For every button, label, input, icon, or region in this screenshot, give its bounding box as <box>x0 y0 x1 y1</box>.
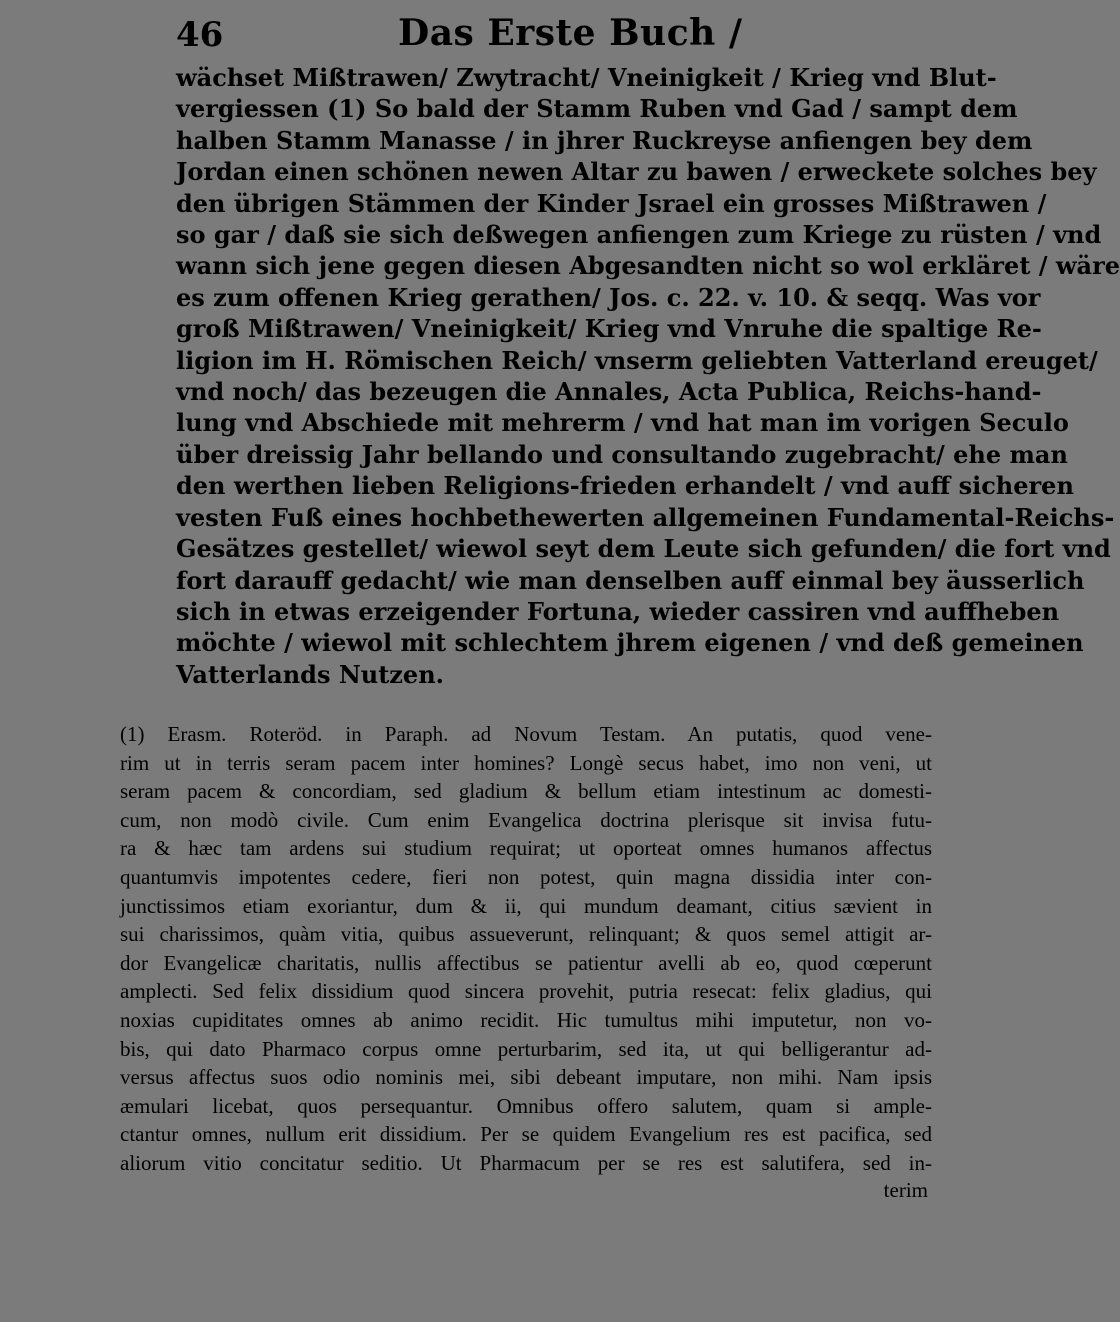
main-text-line: so gar / daß sie sich deßwegen anfiengen zum Kriege zu rüsten / vnd <box>176 220 1102 250</box>
main-text-line: groß Mißtrawen/ Vneinigkeit/ Krieg vnd Vnruhe die spaltige Re- <box>176 314 1042 344</box>
main-text-line: Jordan einen schönen newen Altar zu bawen / erweckete solches bey <box>176 157 1097 187</box>
main-text-line: ligion im H. Römischen Reich/ vnserm geliebten Vatterland ereuget/ <box>176 345 1098 375</box>
catchword: terim <box>883 1178 928 1202</box>
main-text-line: den werthen lieben Religions-frieden erhandelt / vnd auff sicheren <box>176 471 1074 501</box>
main-text-line: sich in etwas erzeigender Fortuna, wieder cassiren vnd auffheben <box>176 596 1060 626</box>
footnote-line: (1) Erasm. Roteröd. in Paraph. ad Novum Testam. An putatis, quod vene- <box>120 722 932 746</box>
footnote-line: bis, qui dato Pharmaco corpus omne perturbarim, sed ita, ut qui belligerantur ad- <box>120 1036 932 1061</box>
main-text-line: möchte / wiewol mit schlechtem jhrem eigenen / vnd deß gemeinen <box>176 628 1084 658</box>
footnote-line: noxias cupiditates omnes ab animo recidit. Hic tumultus mihi imputetur, non vo- <box>120 1007 932 1032</box>
main-text-line: vesten Fuß eines hochbethewerten allgemeinen Fundamental-Reichs- <box>176 502 1115 532</box>
main-text-line: wächset Mißtrawen/ Zwytracht/ Vneinigkeit / Krieg vnd Blut- <box>176 63 997 92</box>
footnote-line: cum, non modò civile. Cum enim Evangelica doctrina plerisque sit invisa futu- <box>120 807 932 832</box>
footnote-line: ra & hæc tam ardens sui studium requirat; ut oporteat omnes humanos affectus <box>120 836 932 861</box>
main-text-line: über dreissig Jahr bellando und consultando zugebracht/ ehe man <box>176 439 1068 469</box>
footnote-line: dor Evangelicæ charitatis, nullis affectibus se patientur avelli ab eo, quod cœperunt <box>120 950 932 975</box>
main-text-line: lung vnd Abschiede mit mehrerm / vnd hat man im vorigen Seculo <box>176 408 1069 438</box>
main-text-line: Vatterlands Nutzen. <box>176 659 444 689</box>
main-text-line: vnd noch/ das bezeugen die Annales, Acta Publica, Reichs-hand- <box>176 377 1042 407</box>
main-text-line: vergiessen (1) So bald der Stamm Ruben vnd Gad / sampt dem <box>176 94 1018 124</box>
main-text-block <box>176 62 1120 690</box>
main-text-line: es zum offenen Krieg gerathen/ Jos. c. 22. v. 10. & seqq. Was vor <box>176 282 1041 312</box>
page-number: 46 <box>176 15 224 55</box>
footnote-line: aliorum vitio concitatur seditio. Ut Pharmacum per se res est salutifera, sed in- <box>120 1150 932 1175</box>
page-header <box>176 14 956 58</box>
main-text-line: halben Stamm Manasse / in jhrer Ruckreyse anfiengen bey dem <box>176 125 1033 155</box>
footnote-line: seram pacem & concordiam, sed gladium & bellum etiam intestinum ac domesti- <box>120 779 932 804</box>
footnote-line: junctissimos etiam exoriantur, dum & ii, qui mundum deamant, citius sævient in <box>120 893 932 918</box>
footnote-line: versus affectus suos odio nominis mei, sibi debeant imputare, non mihi. Nam ipsis <box>120 1065 932 1090</box>
footnote-line: rim ut in terris seram pacem inter homines? Longè secus habet, imo non veni, ut <box>120 750 932 775</box>
main-text-line: den übrigen Stämmen der Kinder Jsrael ein grosses Mißtrawen / <box>176 188 1047 218</box>
footnote-block <box>120 720 932 1178</box>
footnote-line: ctantur omnes, nullum erit dissidium. Per se quidem Evangelium res est pacifica, sed <box>120 1122 932 1147</box>
footnote-line: amplecti. Sed felix dissidium quod sincera provehit, putria resecat: felix gladius, qui <box>120 979 932 1004</box>
main-text-line: wann sich jene gegen diesen Abgesandten nicht so wol erkläret / wäre <box>176 251 1120 281</box>
main-text-line: Gesätzes gestellet/ wiewol seyt dem Leute sich gefunden/ die fort vnd <box>176 534 1111 564</box>
running-head: Das Erste Buch / <box>398 12 743 54</box>
footnote-line: æmulari licebat, quos persequantur. Omnibus offero salutem, quam si ample- <box>120 1093 932 1118</box>
footnote-line: sui charissimos, quàm vitia, quibus assueverunt, relinquant; & quos semel attigit ar- <box>120 922 932 947</box>
main-text-line: fort darauff gedacht/ wie man denselben auff einmal bey äusserlich <box>176 565 1085 595</box>
footnote-line: quantumvis impotentes cedere, fieri non potest, quin magna dissidia inter con- <box>120 864 932 889</box>
